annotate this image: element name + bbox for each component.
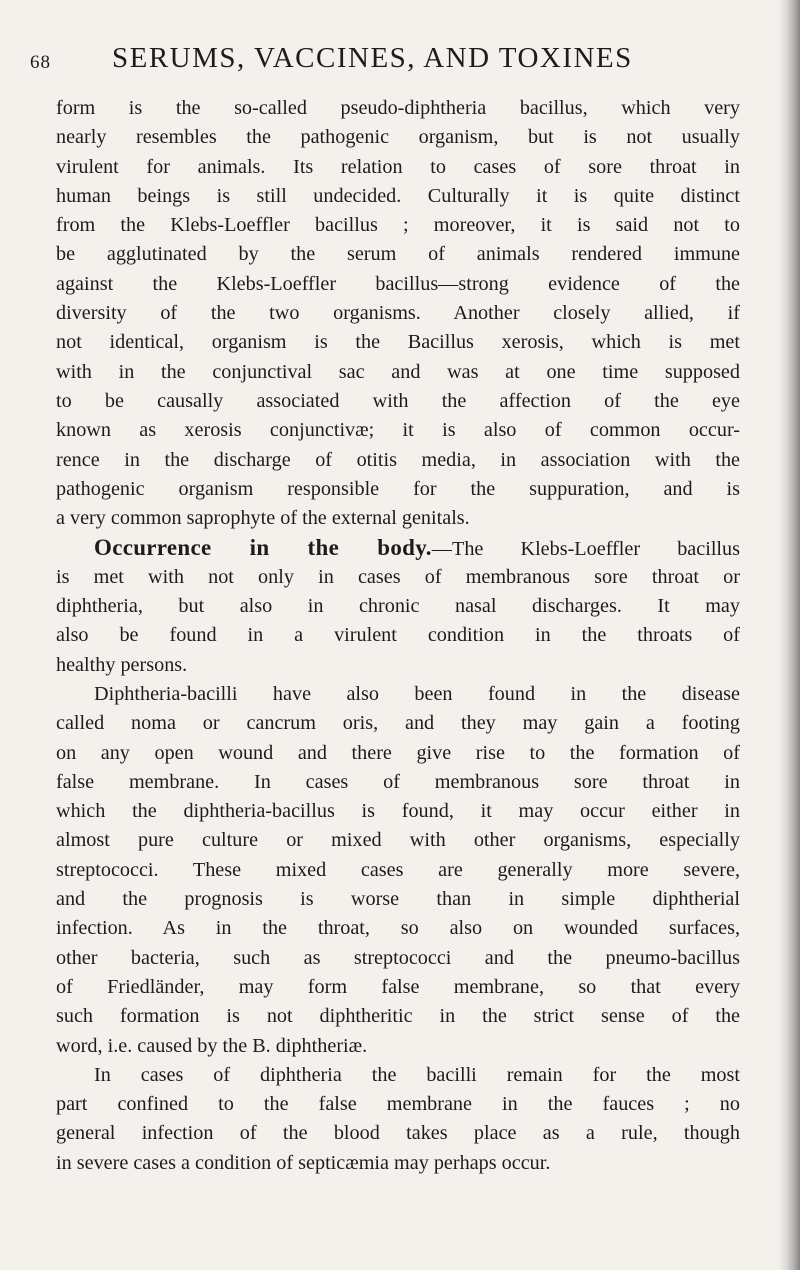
text-line: healthy persons. <box>56 653 188 676</box>
text-line: form is the so-called pseudo-diphtheria bacillus, which very <box>56 97 740 119</box>
text-line-with-side-head <box>56 533 740 562</box>
text-line: is met with not only in cases of membranous sore throat or <box>56 565 740 588</box>
text-line: with in the conjunctival sac and was at one time supposed <box>56 360 740 383</box>
text-line: human beings is still undecided. Culturally it is quite distinct <box>56 184 740 207</box>
side-heading: Occurrence in the body. <box>94 535 432 561</box>
text-line: nearly resembles the pathogenic organism, but is not usually <box>56 126 740 149</box>
text-line: diversity of the two organisms. Another closely allied, if <box>56 302 740 325</box>
page-number: 68 <box>30 52 51 73</box>
text-line: rence in the discharge of otitis media, in association with the <box>56 448 740 471</box>
text-line: word, i.e. caused by the B. diphtheriæ. <box>56 1034 368 1057</box>
text-line: virulent for animals. Its relation to cases of sore throat in <box>56 155 740 178</box>
running-head: SERUMS, VACCINES, AND TOXINES <box>112 42 633 74</box>
text-line: known as xerosis conjunctivæ; it is also of common occur- <box>56 419 740 442</box>
text-line: streptococci. These mixed cases are generally more severe, <box>56 858 740 881</box>
body-text <box>56 94 740 1178</box>
text-line: which the diphtheria-bacillus is found, it may occur either in <box>56 800 740 823</box>
text-line: on any open wound and there give rise to the formation of <box>56 741 740 764</box>
text-line: in severe cases a condition of septicæmia may perhaps occur. <box>56 1151 551 1174</box>
page-header <box>30 38 730 78</box>
text-line: infection. As in the throat, so also on wounded surfaces, <box>56 917 740 940</box>
text-line: general infection of the blood takes place as a rule, though <box>56 1122 740 1145</box>
text-line-continuation: —The Klebs-Loeffler bacillus <box>431 538 740 561</box>
text-line: false membrane. In cases of membranous sore throat in <box>56 770 740 793</box>
text-line: pathogenic organism responsible for the suppuration, and is <box>56 477 740 500</box>
text-line: be agglutinated by the serum of animals rendered immune <box>56 243 740 266</box>
text-line: Diphtheria-bacilli have also been found in the disease <box>94 682 740 705</box>
text-line: part confined to the false membrane in the fauces ; no <box>56 1093 740 1116</box>
text-line: to be causally associated with the affection of the eye <box>56 389 740 412</box>
text-line: also be found in a virulent condition in the throats of <box>56 624 740 647</box>
text-line: against the Klebs-Loeffler bacillus—strong evidence of the <box>56 272 740 295</box>
text-line: called noma or cancrum oris, and they may gain a footing <box>56 712 740 735</box>
text-line: almost pure culture or mixed with other organisms, especially <box>56 829 740 852</box>
text-line: and the prognosis is worse than in simple diphtherial <box>56 888 740 911</box>
page-spine-shadow <box>778 0 800 1270</box>
text-line: not identical, organism is the Bacillus xerosis, which is met <box>56 331 740 354</box>
text-line: other bacteria, such as streptococci and the pneumo-bacillus <box>56 946 740 969</box>
text-line: In cases of diphtheria the bacilli remain for the most <box>94 1063 740 1086</box>
text-line: of Friedländer, may form false membrane, so that every <box>56 975 740 998</box>
text-line: a very common saprophyte of the external genitals. <box>56 507 470 530</box>
text-line: such formation is not diphtheritic in the strict sense of the <box>56 1005 740 1028</box>
text-line: diphtheria, but also in chronic nasal discharges. It may <box>56 595 740 618</box>
text-line: from the Klebs-Loeffler bacillus ; moreover, it is said not to <box>56 214 740 237</box>
